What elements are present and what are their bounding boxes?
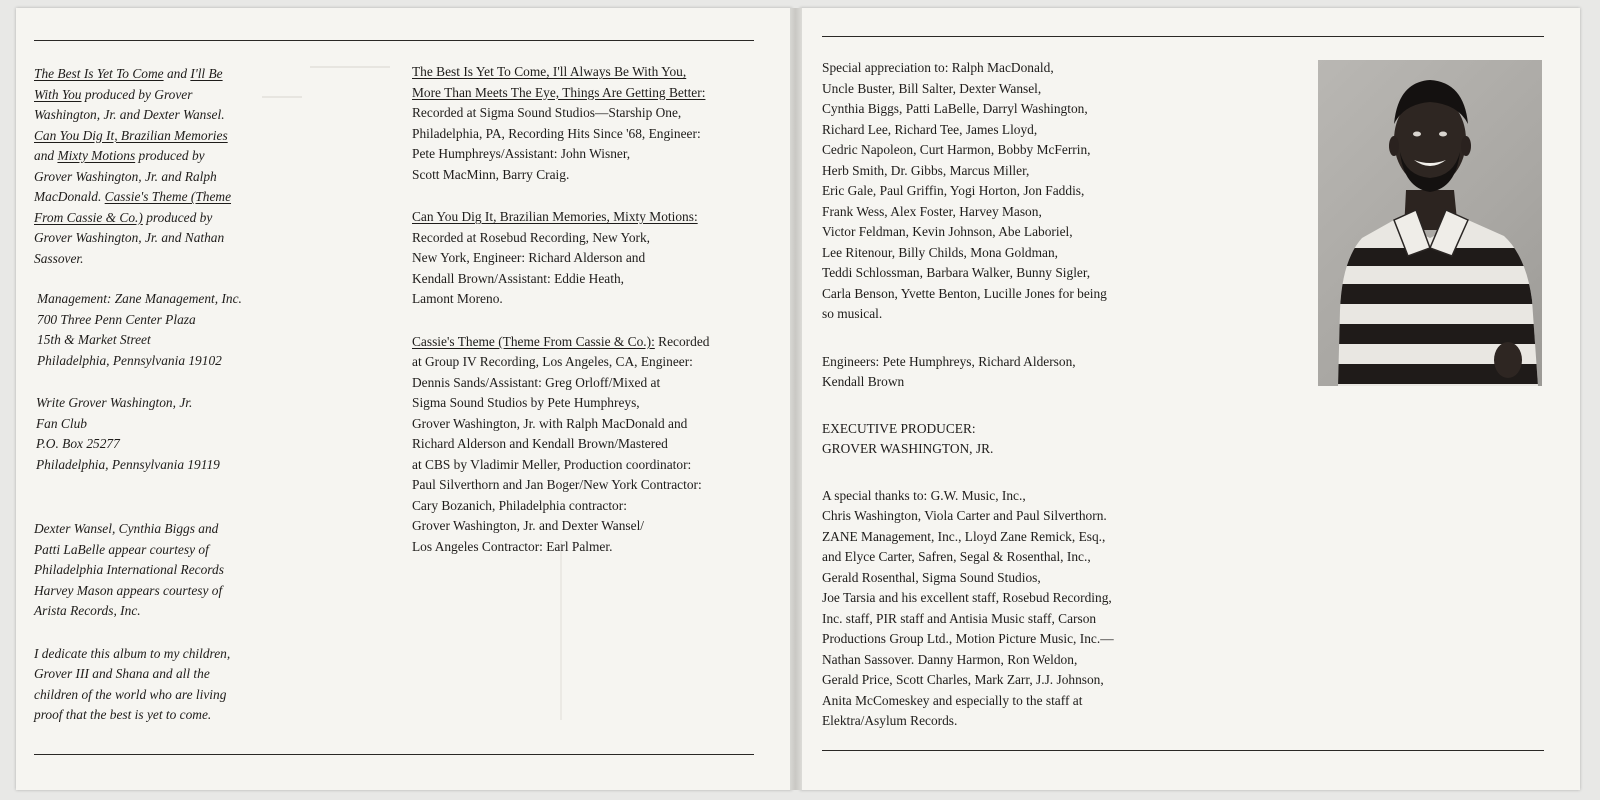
address-line: Fan Club (36, 415, 87, 431)
credit-line: Cary Bozanich, Philadelphia contractor: (412, 497, 627, 513)
credit-line: Philadelphia, PA, Recording Hits Since '68, Engineer: (412, 125, 701, 141)
dedication (34, 644, 244, 726)
dedication-line: children of the world who are living (34, 686, 227, 702)
dedication-line: I dedicate this album to my children, (34, 645, 231, 661)
acknowledgement-line: so musical. (822, 306, 883, 321)
courtesy-line: Dexter Wansel, Cynthia Biggs and (34, 521, 219, 536)
credit-line: Paul Silverthorn and Jan Boger/New York Contractor: (412, 477, 702, 492)
credit-text: produced by Grover Washington, Jr. and Nathan Sassover. (34, 209, 225, 266)
thanks-line: Productions Group Ltd., Motion Picture Music, Inc.— (822, 631, 1114, 646)
credit-line: Sigma Sound Studios by Pete Humphreys, (412, 395, 640, 410)
engineers-line: Kendall Brown (822, 374, 905, 389)
address-line: 15th & Market Street (37, 332, 151, 347)
acknowledgement-line: Cedric Napoleon, Curt Harmon, Bobby McFerrin, (822, 142, 1091, 157)
courtesy-line: Arista Records, Inc. (34, 603, 141, 618)
thanks-line: Chris Washington, Viola Carter and Paul Silverthorn. (822, 508, 1107, 523)
address-line: 700 Three Penn Center Plaza (37, 311, 196, 327)
artist-portrait-photo (1318, 60, 1542, 386)
acknowledgement-line: Eric Gale, Paul Griffin, Yogi Horton, Jon Faddis, (822, 183, 1085, 198)
recording-block-group-iv (412, 332, 757, 558)
thanks-line: ZANE Management, Inc., Lloyd Zane Remick, Esq., (822, 528, 1106, 544)
address-line: Philadelphia, Pennsylvania 19119 (36, 456, 220, 472)
credit-text: produced by Grover Washington, Jr. and Ralph MacDonald. (34, 148, 217, 204)
credit-line: Lamont Moreno. (412, 291, 503, 306)
credit-line: Pete Humphreys/Assistant: John Wisner, (412, 146, 631, 161)
fan-club-address (34, 393, 244, 475)
credit-line: New York, Engineer: Richard Alderson and (412, 250, 646, 265)
acknowledgement-line: Special appreciation to: Ralph MacDonald, (822, 60, 1054, 75)
credit-line: Recorded at Sigma Sound Studios—Starship One, (412, 105, 682, 120)
thanks-line: Gerald Price, Scott Charles, Mark Zarr, J.J. Johnson, (822, 672, 1104, 687)
song-titles-line: The Best Is Yet To Come, I'll Always Be With You, (412, 64, 687, 79)
portrait-illustration (1318, 60, 1542, 386)
executive-producer-label: EXECUTIVE PRODUCER: (822, 420, 976, 436)
book-spine-gutter (790, 8, 802, 790)
song-title: I'll Be With You (34, 66, 223, 102)
thanks-line: Nathan Sassover. Danny Harmon, Ron Weldon, (822, 651, 1078, 667)
dedication-line: Grover III and Shana and all the (34, 666, 210, 681)
acknowledgement-line: Teddi Schlossman, Barbara Walker, Bunny Sigler, (822, 265, 1091, 280)
credit-line: Los Angeles Contractor: Earl Palmer. (412, 538, 613, 554)
credit-line: Recorded at Rosebud Recording, New York, (412, 229, 651, 245)
credit-text: and (163, 66, 191, 81)
courtesy-line: Philadelphia International Records (34, 562, 224, 577)
song-title: Mixty Motions (57, 148, 136, 163)
executive-producer (822, 419, 1172, 460)
credit-line: at CBS by Vladimir Meller, Production coordinator: (412, 456, 692, 472)
courtesy-notes (34, 519, 244, 622)
engineers-credit (822, 352, 1172, 393)
address-line: P.O. Box 25277 (36, 436, 120, 451)
acknowledgement-line: Uncle Buster, Bill Salter, Dexter Wansel, (822, 80, 1042, 96)
song-titles-line: Cassie's Theme (Theme From Cassie & Co.): (412, 333, 655, 349)
credit-text: Recorded (654, 333, 710, 349)
production-credits (34, 64, 244, 269)
song-title: Can You Dig It, Brazilian Memories (34, 127, 228, 143)
bottom-rule-right (822, 750, 1544, 751)
bottom-rule-left (34, 754, 754, 755)
acknowledgement-line: Richard Lee, Richard Tee, James Lloyd, (822, 121, 1038, 137)
thanks-line: Elektra/Asylum Records. (822, 713, 958, 728)
song-titles-line: More Than Meets The Eye, Things Are Getting Better: (412, 84, 706, 100)
thanks-line: and Elyce Carter, Safren, Segal & Rosenthal, Inc., (822, 549, 1091, 564)
top-rule-left (34, 40, 754, 41)
management-address (34, 289, 244, 371)
acknowledgement-line: Lee Ritenour, Billy Childs, Mona Goldman, (822, 244, 1059, 260)
thanks-line: Gerald Rosenthal, Sigma Sound Studios, (822, 569, 1041, 585)
courtesy-line: Harvey Mason appears courtesy of (34, 582, 223, 598)
acknowledgement-line: Frank Wess, Alex Foster, Harvey Mason, (822, 203, 1042, 219)
acknowledgements-column (822, 58, 1172, 732)
top-rule-right (822, 36, 1544, 37)
special-appreciation (822, 58, 1172, 325)
thanks-line: Inc. staff, PIR staff and Antisia Music staff, Carson (822, 610, 1097, 626)
credit-line: Grover Washington, Jr. and Dexter Wansel/ (412, 518, 645, 533)
recording-block-rosebud (412, 207, 757, 310)
credit-line: Scott MacMinn, Barry Craig. (412, 166, 570, 182)
credit-text: produced by Grover Washington, Jr. and Dexter Wansel. (34, 86, 225, 122)
acknowledgement-line: Cynthia Biggs, Patti LaBelle, Darryl Washington, (822, 101, 1088, 116)
credit-line: Richard Alderson and Kendall Brown/Mastered (412, 436, 668, 451)
song-title: Cassie's Theme (Theme From Cassie & Co.) (34, 189, 232, 225)
credit-text: and (34, 148, 58, 163)
address-line: Write Grover Washington, Jr. (36, 395, 193, 410)
song-titles-line: Can You Dig It, Brazilian Memories, Mixty Motions: (412, 209, 698, 224)
thanks-line: A special thanks to: G.W. Music, Inc., (822, 487, 1026, 503)
left-credits-column (34, 64, 244, 726)
acknowledgement-line: Carla Benson, Yvette Benton, Lucille Jones for being (822, 285, 1107, 301)
credit-line: Kendall Brown/Assistant: Eddie Heath, (412, 270, 624, 286)
courtesy-line: Patti LaBelle appear courtesy of (34, 541, 209, 557)
credit-line: Dennis Sands/Assistant: Greg Orloff/Mixed at (412, 374, 661, 390)
acknowledgement-line: Herb Smith, Dr. Gibbs, Marcus Miller, (822, 162, 1030, 178)
engineers-line: Engineers: Pete Humphreys, Richard Alderson, (822, 353, 1076, 369)
credit-line: Grover Washington, Jr. with Ralph MacDonald and (412, 415, 688, 431)
address-line: Philadelphia, Pennsylvania 19102 (37, 352, 222, 368)
recording-block-sigma (412, 62, 757, 185)
dedication-line: proof that the best is yet to come. (34, 707, 212, 722)
executive-producer-name: GROVER WASHINGTON, JR. (822, 441, 994, 456)
acknowledgement-line: Victor Feldman, Kevin Johnson, Abe Laboriel, (822, 224, 1073, 239)
address-line: Management: Zane Management, Inc. (37, 291, 242, 306)
song-title: The Best Is Yet To Come (34, 66, 164, 81)
special-thanks (822, 486, 1172, 732)
recording-credits-column (412, 62, 757, 557)
thanks-line: Joe Tarsia and his excellent staff, Rosebud Recording, (822, 590, 1112, 605)
credit-line: at Group IV Recording, Los Angeles, CA, Engineer: (412, 354, 693, 369)
thanks-line: Anita McComeskey and especially to the staff at (822, 692, 1083, 708)
